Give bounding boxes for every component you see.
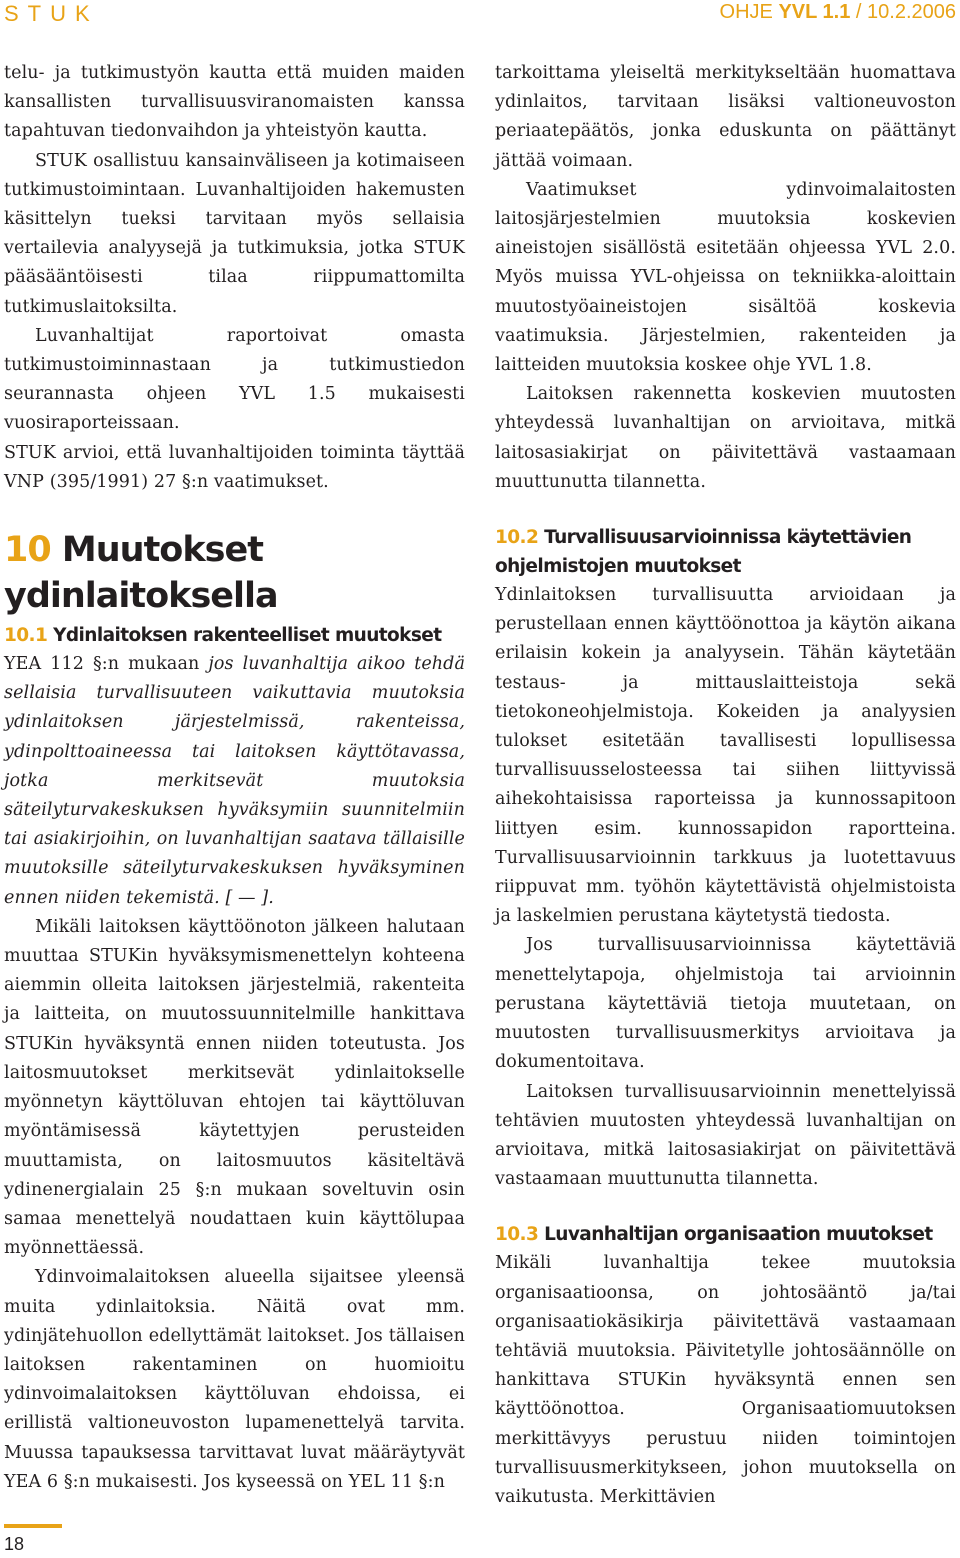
paragraph-lead: YEA 112 §:n mukaan — [4, 654, 209, 675]
header-org: STUK — [4, 1, 99, 26]
section-number: 10.1 — [4, 625, 48, 647]
legal-quote: jos luvanhaltija aikoo tehdä sellaisia turvallisuuteen vaikuttavia muutoksia ydinlaitoksen järjestelmissä, rakenteissa, ydinpolttoaineessa tai laitoksen käyttötavassa, jotka merkitsevät muutoksia säteilyturvakeskuksen hyväksymiin suunnitelmiin tai asiakirjoihin, on luvanhaltijan saatava tällaisille muutoksille säteilyturvakeskuksen hyväksyminen ennen niiden tekemistä. [ — ]. — [4, 654, 465, 908]
chapter-heading — [4, 527, 465, 619]
page-number: 18 — [4, 1534, 25, 1554]
paragraph: Mikäli laitoksen käyttöönoton jälkeen halutaan muuttaa STUKin hyväksymismenettelyn kohteena aiemmin olleita laitoksen järjestelmiä, rakenteita ja laitteita, on muutossuunnitelmille hankittava STUKin hyväksyntä ennen niiden toteutusta. Jos laitosmuutokset merkitsevät ydinlaitokselle myönnetyn käyttöluvan ehtojen tai käyttöluvan myöntämisessä käytettyjen perusteiden muuttamista, on laitosmuutos käsiteltävä ydinenergialain 25 §:n mukaan soveltuvin osin samaa menettelyä noudattaen kuin käyttölupaa myönnettäessä. — [4, 916, 465, 1259]
paragraph: Mikäli luvanhaltija tekee muutoksia organisaatioonsa, on johtosääntö ja/tai organisaatiokäsikirja päivitettävä vastaamaan tehtäviä muutoksia. Päivitetylle johtosäännölle on hankittava STUKin hyväksyntä ennen sen käyttöönottoa. Organisaatiomuutoksen merkittävyys perustuu niiden toimintojen turvallisuusmerkitykseen, johon muutoksella on vaikutusta. Merkittävien — [495, 1253, 956, 1507]
right-column — [495, 59, 956, 1512]
section-heading-10-3 — [495, 1220, 956, 1249]
left-column — [4, 59, 465, 1497]
paragraph: STUK osallistuu kansainväliseen ja kotimaiseen tutkimustoimintaan. Luvanhaltijoiden hakemusten käsittelyn tueksi tarvitaan myös sellaisia vertailevia analyysejä ja tutkimuksia, jotka STUK pääsääntöisesti tilaa riippumattomilta tutkimuslaitoksilta. — [4, 150, 465, 317]
footer-divider — [4, 1524, 62, 1528]
section-number: 10.3 — [495, 1224, 539, 1246]
paragraph: Vaatimukset ydinvoimalaitosten laitosjärjestelmien muutoksia koskevien aineistojen sisällöstä esitetään ohjeessa YVL 2.0. Myös muissa YVL-ohjeissa on tekniikka-aloittain muutostyöaineistojen sisältöä koskevia vaatimuksia. Järjestelmien, rakenteiden ja laitteiden muutoksia koskee ohje YVL 1.8. — [495, 179, 956, 376]
header-guide — [720, 1, 956, 24]
paragraph: STUK arvioi, että luvanhaltijoiden toiminta täyttää VNP (395/1991) 27 §:n vaatimukset. — [4, 442, 465, 492]
chapter-number: 10 — [4, 530, 51, 571]
section-title: Ydinlaitoksen rakenteelliset muutokset — [53, 625, 442, 647]
paragraph: Laitoksen turvallisuusarvioinnin menettelyissä tehtävien muutosten yhteydessä luvanhaltijan on arvioitava, mitkä laitosasiakirjat on päivitettävä vastaamaan muuttunutta tilannetta. — [495, 1081, 956, 1190]
paragraph: telu- ja tutkimustyön kautta että muiden maiden kansallisten turvallisuusviranomaisten kanssa tapahtuvan tiedonvaihdon ja yhteistyön kautta. — [4, 63, 465, 142]
paragraph — [4, 650, 465, 913]
paragraph: Ydinlaitoksen turvallisuutta arvioidaan ja perustellaan ennen käyttöönottoa ja käytön aikana erilaisin kokein ja analyysein. Tähän käytetään testaus- ja mittauslaitteistoja sekä tietokoneohjelmistoja. Kokeiden ja analyysien tulokset esitetään tavallisesti lopullisessa turvallisuusselosteessa tai siihen liittyvissä aihekohtaisissa raporteissa ja kunnossapitoon liittyen esim. kunnossapidon raportteina. Turvallisuusarvioinnin tarkkuus ja luotettavuus riippuvat mm. työhön käytettävistä ohjelmistoista ja laskelmien perustana käytetystä tiedosta. — [495, 585, 956, 927]
section-title: Turvallisuusarvioinnissa käytettävien ohjelmistojen muutokset — [495, 527, 912, 578]
paragraph: Laitoksen rakennetta koskevien muutosten yhteydessä luvanhaltijan on arvioitava, mitkä laitosasiakirjat on päivitettävä vastaamaan muuttunutta tilannetta. — [495, 384, 956, 492]
chapter-title: Muutokset ydinlaitoksella — [4, 530, 278, 617]
section-title: Luvanhaltijan organisaation muutokset — [544, 1224, 933, 1246]
header-guide-prefix: OHJE — [719, 1, 773, 23]
section-number: 10.2 — [495, 527, 539, 549]
header-date: / 10.2.2006 — [850, 1, 956, 23]
section-heading-10-2 — [495, 523, 956, 581]
paragraph: Luvanhaltijat raportoivat omasta tutkimustoiminnastaan ja tutkimustiedon seurannasta ohjeen YVL 1.5 mukaisesti vuosiraporteissaan. — [4, 325, 465, 434]
section-heading-10-1 — [4, 621, 465, 650]
paragraph: Jos turvallisuusarvioinnissa käytettäviä menettelytapoja, ohjelmistoja tai arvioinnin perustana käytettäviä tietoja muutetaan, on muutosten turvallisuusmerkitys arvioitava ja dokumentoitava. — [495, 935, 956, 1073]
header-guide-name: YVL 1.1 — [778, 1, 851, 23]
paragraph: tarkoittama yleiseltä merkitykseltään huomattava ydinlaitos, tarvitaan lisäksi valtioneuvoston periaatepäätös, jonka eduskunta on päättänyt jättää voimaan. — [495, 63, 956, 171]
paragraph: Ydinvoimalaitoksen alueella sijaitsee yleensä muita ydinlaitoksia. Näitä ovat mm. ydinjätehuollon edellyttämät laitokset. Jos tällaisen laitoksen rakentaminen on huomioitu ydinvoimalaitoksen käyttöluvan ehdoissa, ei erillistä valtioneuvoston lupamenettelyä tarvita. Muussa tapauksessa tarvittavat luvat määräytyvät YEA 6 §:n mukaisesti. Jos kyseessä on YEL 11 §:n — [4, 1267, 465, 1492]
